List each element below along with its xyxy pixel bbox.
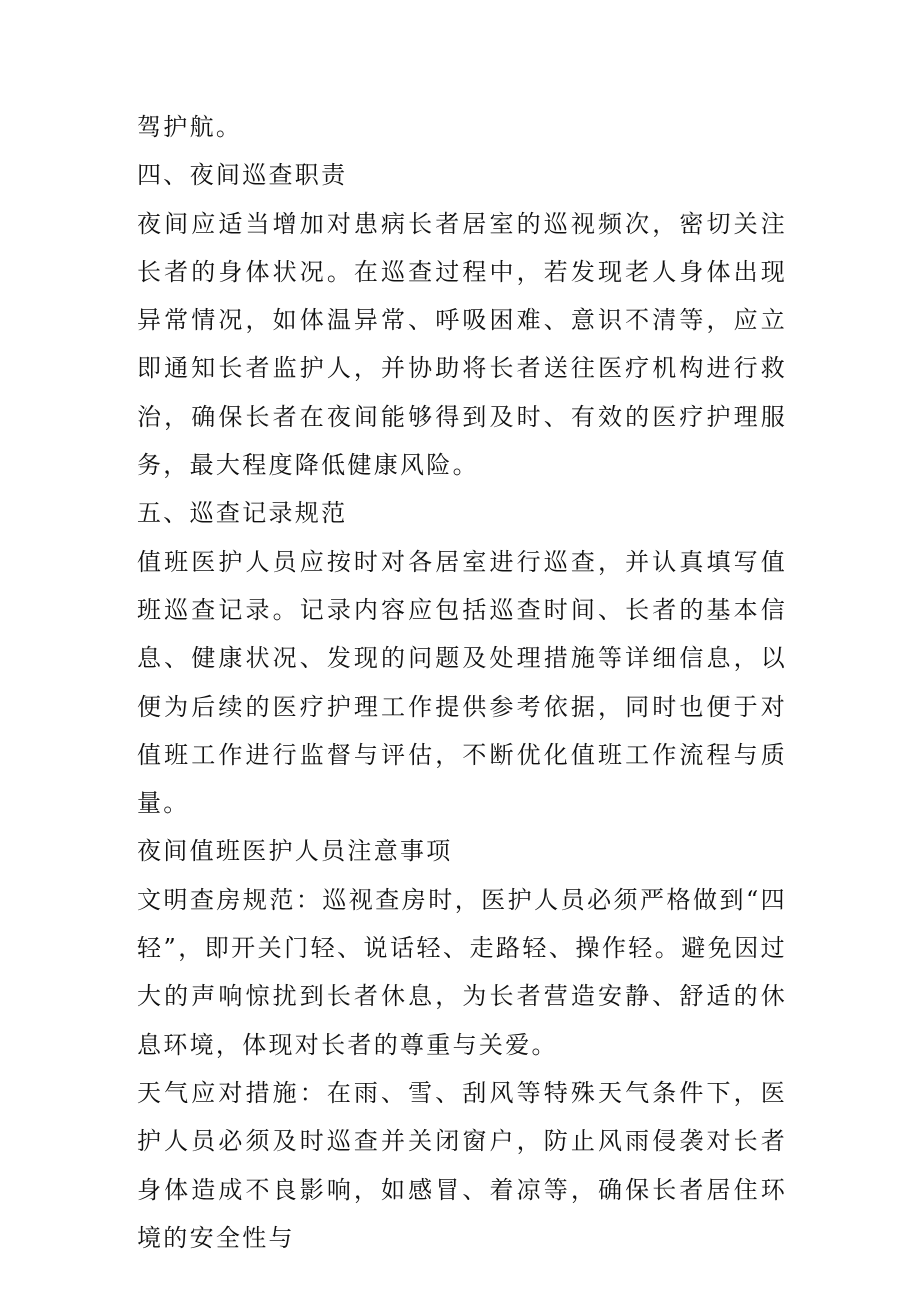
- paragraph-weather-measures: 天气应对措施：在雨、雪、刮风等特殊天气条件下，医护人员必须及时巡查并关闭窗户，防止风雨侵袭对长者身体造成不良影响，如感冒、着凉等，确保长者居住环境的安全性与: [137, 1078, 787, 1252]
- paragraph-ward-round-etiquette: 文明查房规范：巡视查房时，医护人员必须严格做到“四轻”，即开关门轻、说话轻、走路轻、操作轻。避免因过大的声响惊扰到长者休息，为长者营造安静、舒适的休息环境，体现对长者的尊重与关爱。: [137, 885, 787, 1059]
- section-heading-night-patrol: 四、夜间巡查职责: [137, 161, 348, 190]
- paragraph-continuation: 驾护航。: [137, 113, 243, 141]
- section-heading-patrol-records: 五、巡查记录规范: [137, 499, 348, 528]
- document-body: [137, 103, 787, 1262]
- paragraph-patrol-records: 值班医护人员应按时对各居室进行巡查，并认真填写值班巡查记录。记录内容应包括巡查时间、长者的基本信息、健康状况、发现的问题及处理措施等详细信息，以便为后续的医疗护理工作提供参考依据，同时也便于对值班工作进行监督与评估，不断优化值班工作流程与质量。: [137, 547, 787, 818]
- paragraph-night-patrol: 夜间应适当增加对患病长者居室的巡视频次，密切关注长者的身体状况。在巡查过程中，若发现老人身体出现异常情况，如体温异常、呼吸困难、意识不清等，应立即通知长者监护人，并协助将长者送往医疗机构进行救治，确保长者在夜间能够得到及时、有效的医疗护理服务，最大程度降低健康风险。: [137, 209, 787, 480]
- section-heading-night-notes: 夜间值班医护人员注意事项: [137, 837, 453, 866]
